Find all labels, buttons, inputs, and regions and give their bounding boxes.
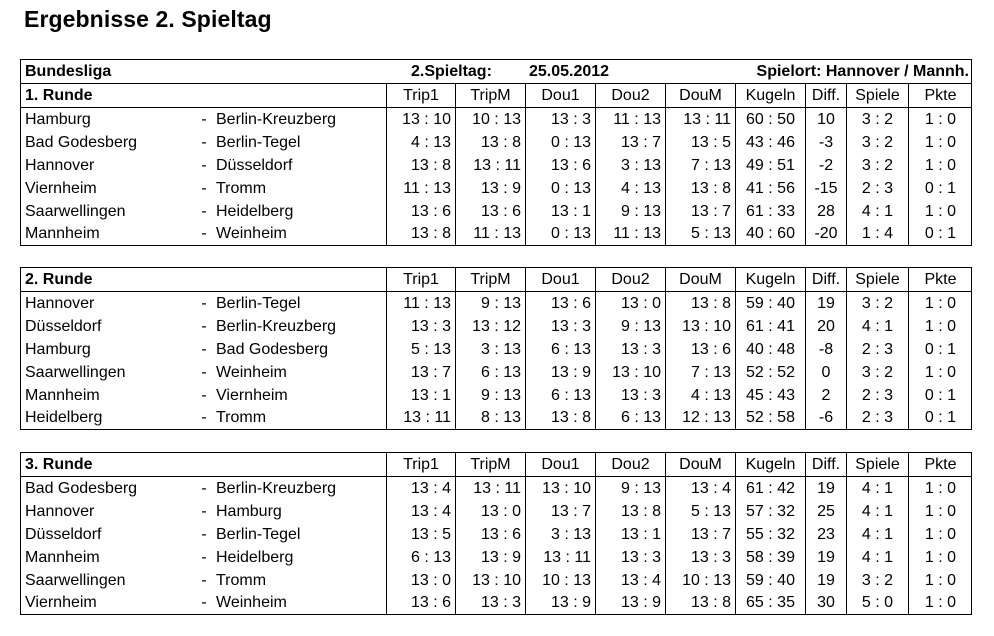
score-doum: 13 : 5	[665, 131, 735, 154]
column-header-dou2: Dou2	[595, 453, 665, 476]
match-row	[21, 108, 971, 131]
score-trip1: 6 : 13	[386, 546, 455, 569]
score-spiele: 3 : 2	[846, 131, 908, 154]
round-header-row	[21, 268, 971, 292]
score-diff: 23	[805, 523, 846, 546]
column-header-kugeln: Kugeln	[735, 453, 805, 476]
home-team: Hannover	[25, 295, 95, 312]
score-tripm: 13 : 8	[455, 131, 525, 154]
score-doum: 12 : 13	[665, 407, 735, 429]
score-doum: 13 : 7	[665, 200, 735, 223]
vs-dash: -	[201, 409, 207, 426]
away-team: Berlin-Tegel	[216, 526, 301, 543]
score-diff: 19	[805, 546, 846, 569]
score-trip1: 13 : 7	[386, 361, 455, 384]
away-team: Berlin-Tegel	[216, 295, 301, 312]
match-row	[21, 477, 971, 500]
vs-dash: -	[201, 594, 207, 611]
score-spiele: 4 : 1	[846, 546, 908, 569]
score-dou1: 13 : 1	[525, 200, 595, 223]
home-team: Düsseldorf	[25, 318, 102, 335]
round-2-table	[20, 267, 972, 430]
column-header-spiele: Spiele	[846, 268, 908, 291]
away-team: Tromm	[216, 409, 267, 426]
score-doum: 10 : 13	[665, 569, 735, 592]
score-pkte: 1 : 0	[908, 523, 972, 546]
score-spiele: 4 : 1	[846, 315, 908, 338]
score-dou1: 13 : 11	[525, 546, 595, 569]
score-dou2: 13 : 7	[595, 131, 665, 154]
score-diff: -2	[805, 154, 846, 177]
page-title: Ergebnisse 2. Spieltag	[24, 6, 272, 32]
score-kugeln: 45 : 43	[735, 384, 805, 407]
score-kugeln: 52 : 52	[735, 361, 805, 384]
home-team: Saarwellingen	[25, 203, 126, 220]
score-pkte: 0 : 1	[908, 223, 972, 245]
vs-dash: -	[201, 387, 207, 404]
score-dou2: 11 : 13	[595, 223, 665, 245]
matchday-label: 2.Spieltag:	[411, 63, 492, 80]
score-pkte: 1 : 0	[908, 292, 972, 315]
score-tripm: 13 : 3	[455, 592, 525, 614]
home-team: Hannover	[25, 503, 95, 520]
score-dou1: 6 : 13	[525, 384, 595, 407]
score-tripm: 8 : 13	[455, 407, 525, 429]
vs-dash: -	[201, 480, 207, 497]
score-diff: -6	[805, 407, 846, 429]
home-team: Saarwellingen	[25, 364, 126, 381]
column-header-kugeln: Kugeln	[735, 268, 805, 291]
score-trip1: 13 : 6	[386, 200, 455, 223]
match-row	[21, 592, 971, 614]
home-team: Mannheim	[25, 225, 100, 242]
score-dou1: 13 : 3	[525, 108, 595, 131]
score-dou2: 13 : 8	[595, 500, 665, 523]
score-dou1: 13 : 9	[525, 361, 595, 384]
away-team: Tromm	[216, 572, 267, 589]
score-dou1: 0 : 13	[525, 131, 595, 154]
score-tripm: 6 : 13	[455, 361, 525, 384]
column-header-dou1: Dou1	[525, 268, 595, 291]
score-spiele: 3 : 2	[846, 154, 908, 177]
match-row	[21, 131, 971, 154]
score-pkte: 1 : 0	[908, 569, 972, 592]
vs-dash: -	[201, 318, 207, 335]
score-dou2: 13 : 3	[595, 384, 665, 407]
vs-dash: -	[201, 225, 207, 242]
score-dou2: 13 : 1	[595, 523, 665, 546]
match-row	[21, 569, 971, 592]
vs-dash: -	[201, 364, 207, 381]
score-tripm: 13 : 12	[455, 315, 525, 338]
home-team: Mannheim	[25, 387, 100, 404]
score-trip1: 13 : 11	[386, 407, 455, 429]
score-spiele: 2 : 3	[846, 407, 908, 429]
score-diff: 30	[805, 592, 846, 614]
score-dou2: 9 : 13	[595, 200, 665, 223]
score-doum: 5 : 13	[665, 500, 735, 523]
match-row	[21, 338, 971, 361]
score-diff: 20	[805, 315, 846, 338]
match-row	[21, 315, 971, 338]
score-pkte: 1 : 0	[908, 592, 972, 614]
score-doum: 13 : 11	[665, 108, 735, 131]
score-doum: 13 : 4	[665, 477, 735, 500]
home-team: Mannheim	[25, 549, 100, 566]
round-3-table	[20, 452, 972, 615]
vs-dash: -	[201, 572, 207, 589]
score-spiele: 2 : 3	[846, 177, 908, 200]
score-dou1: 13 : 6	[525, 292, 595, 315]
home-team: Hannover	[25, 157, 95, 174]
score-dou2: 13 : 3	[595, 338, 665, 361]
score-tripm: 13 : 9	[455, 177, 525, 200]
score-trip1: 4 : 13	[386, 131, 455, 154]
score-kugeln: 55 : 32	[735, 523, 805, 546]
score-pkte: 1 : 0	[908, 200, 972, 223]
score-pkte: 1 : 0	[908, 477, 972, 500]
column-header-pkte: Pkte	[908, 84, 972, 107]
home-team: Saarwellingen	[25, 572, 126, 589]
score-trip1: 13 : 6	[386, 592, 455, 614]
column-header-dou2: Dou2	[595, 268, 665, 291]
score-tripm: 13 : 6	[455, 200, 525, 223]
score-pkte: 1 : 0	[908, 500, 972, 523]
column-header-trip1: Trip1	[386, 268, 455, 291]
score-pkte: 1 : 0	[908, 108, 972, 131]
score-pkte: 1 : 0	[908, 361, 972, 384]
score-trip1: 13 : 3	[386, 315, 455, 338]
score-trip1: 5 : 13	[386, 338, 455, 361]
away-team: Düsseldorf	[216, 157, 293, 174]
match-row	[21, 384, 971, 407]
score-doum: 13 : 10	[665, 315, 735, 338]
column-header-kugeln: Kugeln	[735, 84, 805, 107]
column-header-dou1: Dou1	[525, 453, 595, 476]
away-team: Bad Godesberg	[216, 341, 329, 358]
score-tripm: 9 : 13	[455, 292, 525, 315]
score-pkte: 1 : 0	[908, 315, 972, 338]
score-spiele: 3 : 2	[846, 569, 908, 592]
score-trip1: 13 : 8	[386, 223, 455, 245]
score-dou1: 13 : 10	[525, 477, 595, 500]
score-dou1: 3 : 13	[525, 523, 595, 546]
round-name: 3. Runde	[25, 456, 93, 473]
vs-dash: -	[201, 549, 207, 566]
vs-dash: -	[201, 134, 207, 151]
round-name: 1. Runde	[25, 87, 93, 104]
round-name: 2. Runde	[25, 271, 93, 288]
score-tripm: 13 : 0	[455, 500, 525, 523]
score-trip1: 13 : 8	[386, 154, 455, 177]
score-spiele: 3 : 2	[846, 292, 908, 315]
away-team: Heidelberg	[216, 203, 294, 220]
match-row	[21, 546, 971, 569]
score-dou2: 11 : 13	[595, 108, 665, 131]
column-header-dou1: Dou1	[525, 84, 595, 107]
score-doum: 13 : 7	[665, 523, 735, 546]
score-pkte: 0 : 1	[908, 384, 972, 407]
score-kugeln: 40 : 48	[735, 338, 805, 361]
column-header-doum: DouM	[665, 84, 735, 107]
venue-label: Spielort: Hannover / Mannh.	[756, 63, 969, 80]
score-kugeln: 58 : 39	[735, 546, 805, 569]
vs-dash: -	[201, 295, 207, 312]
score-pkte: 1 : 0	[908, 546, 972, 569]
score-diff: 19	[805, 569, 846, 592]
score-dou2: 9 : 13	[595, 315, 665, 338]
away-team: Weinheim	[216, 225, 287, 242]
score-dou1: 0 : 13	[525, 223, 595, 245]
score-trip1: 13 : 4	[386, 500, 455, 523]
score-tripm: 13 : 11	[455, 154, 525, 177]
away-team: Berlin-Kreuzberg	[216, 318, 337, 335]
column-header-trip1: Trip1	[386, 84, 455, 107]
score-trip1: 13 : 10	[386, 108, 455, 131]
score-spiele: 3 : 2	[846, 108, 908, 131]
score-kugeln: 61 : 42	[735, 477, 805, 500]
score-pkte: 0 : 1	[908, 177, 972, 200]
match-row	[21, 177, 971, 200]
vs-dash: -	[201, 341, 207, 358]
score-dou1: 6 : 13	[525, 338, 595, 361]
score-tripm: 13 : 6	[455, 523, 525, 546]
score-trip1: 13 : 1	[386, 384, 455, 407]
match-row	[21, 154, 971, 177]
score-doum: 13 : 3	[665, 546, 735, 569]
score-spiele: 2 : 3	[846, 384, 908, 407]
away-team: Hamburg	[216, 503, 282, 520]
score-doum: 5 : 13	[665, 223, 735, 245]
score-dou1: 13 : 9	[525, 592, 595, 614]
score-dou2: 13 : 4	[595, 569, 665, 592]
column-header-diff: Diff.	[805, 84, 846, 107]
score-tripm: 9 : 13	[455, 384, 525, 407]
vs-dash: -	[201, 111, 207, 128]
score-trip1: 13 : 4	[386, 477, 455, 500]
score-dou2: 3 : 13	[595, 154, 665, 177]
score-dou1: 13 : 8	[525, 407, 595, 429]
round-1-table	[20, 59, 972, 246]
home-team: Bad Godesberg	[25, 134, 138, 151]
home-team: Bad Godesberg	[25, 480, 138, 497]
match-row	[21, 500, 971, 523]
column-header-diff: Diff.	[805, 453, 846, 476]
score-kugeln: 41 : 56	[735, 177, 805, 200]
score-diff: 0	[805, 361, 846, 384]
column-header-tripm: TripM	[455, 84, 525, 107]
score-kugeln: 57 : 32	[735, 500, 805, 523]
score-spiele: 2 : 3	[846, 338, 908, 361]
home-team: Düsseldorf	[25, 526, 102, 543]
column-header-pkte: Pkte	[908, 453, 972, 476]
column-header-tripm: TripM	[455, 268, 525, 291]
score-kugeln: 65 : 35	[735, 592, 805, 614]
away-team: Viernheim	[216, 387, 288, 404]
score-dou2: 4 : 13	[595, 177, 665, 200]
league-name: Bundesliga	[25, 63, 112, 80]
score-trip1: 13 : 5	[386, 523, 455, 546]
score-kugeln: 60 : 50	[735, 108, 805, 131]
match-row	[21, 223, 971, 245]
away-team: Berlin-Kreuzberg	[216, 480, 337, 497]
column-header-pkte: Pkte	[908, 268, 972, 291]
score-diff: -3	[805, 131, 846, 154]
column-header-diff: Diff.	[805, 268, 846, 291]
vs-dash: -	[201, 157, 207, 174]
column-header-tripm: TripM	[455, 453, 525, 476]
score-dou2: 9 : 13	[595, 477, 665, 500]
score-doum: 13 : 8	[665, 177, 735, 200]
score-trip1: 11 : 13	[386, 177, 455, 200]
score-diff: -20	[805, 223, 846, 245]
score-doum: 13 : 8	[665, 292, 735, 315]
score-diff: -8	[805, 338, 846, 361]
home-team: Viernheim	[25, 594, 97, 611]
score-kugeln: 52 : 58	[735, 407, 805, 429]
column-header-doum: DouM	[665, 453, 735, 476]
match-row	[21, 407, 971, 429]
away-team: Berlin-Kreuzberg	[216, 111, 337, 128]
home-team: Viernheim	[25, 180, 97, 197]
column-header-doum: DouM	[665, 268, 735, 291]
score-pkte: 0 : 1	[908, 407, 972, 429]
score-tripm: 11 : 13	[455, 223, 525, 245]
round-header-row	[21, 84, 971, 108]
score-diff: 28	[805, 200, 846, 223]
score-tripm: 13 : 11	[455, 477, 525, 500]
home-team: Heidelberg	[25, 409, 103, 426]
score-kugeln: 40 : 60	[735, 223, 805, 245]
score-trip1: 13 : 0	[386, 569, 455, 592]
score-dou1: 0 : 13	[525, 177, 595, 200]
score-diff: -15	[805, 177, 846, 200]
score-diff: 10	[805, 108, 846, 131]
score-pkte: 1 : 0	[908, 131, 972, 154]
score-spiele: 4 : 1	[846, 500, 908, 523]
away-team: Weinheim	[216, 364, 287, 381]
score-dou2: 13 : 3	[595, 546, 665, 569]
vs-dash: -	[201, 180, 207, 197]
score-tripm: 13 : 9	[455, 546, 525, 569]
away-team: Berlin-Tegel	[216, 134, 301, 151]
column-header-dou2: Dou2	[595, 84, 665, 107]
score-kugeln: 49 : 51	[735, 154, 805, 177]
match-date: 25.05.2012	[529, 63, 610, 80]
score-kugeln: 61 : 33	[735, 200, 805, 223]
home-team: Hamburg	[25, 111, 91, 128]
away-team: Heidelberg	[216, 549, 294, 566]
score-doum: 4 : 13	[665, 384, 735, 407]
vs-dash: -	[201, 203, 207, 220]
score-pkte: 1 : 0	[908, 154, 972, 177]
score-dou2: 13 : 10	[595, 361, 665, 384]
column-header-spiele: Spiele	[846, 84, 908, 107]
score-doum: 7 : 13	[665, 361, 735, 384]
league-info-row	[21, 60, 971, 84]
score-dou2: 6 : 13	[595, 407, 665, 429]
match-row	[21, 361, 971, 384]
round-header-row	[21, 453, 971, 477]
score-kugeln: 61 : 41	[735, 315, 805, 338]
score-diff: 19	[805, 477, 846, 500]
score-doum: 13 : 6	[665, 338, 735, 361]
score-tripm: 13 : 10	[455, 569, 525, 592]
score-spiele: 3 : 2	[846, 361, 908, 384]
column-header-spiele: Spiele	[846, 453, 908, 476]
score-dou1: 13 : 3	[525, 315, 595, 338]
score-kugeln: 59 : 40	[735, 569, 805, 592]
away-team: Tromm	[216, 180, 267, 197]
score-dou2: 13 : 0	[595, 292, 665, 315]
score-tripm: 10 : 13	[455, 108, 525, 131]
score-spiele: 4 : 1	[846, 200, 908, 223]
column-header-trip1: Trip1	[386, 453, 455, 476]
score-tripm: 3 : 13	[455, 338, 525, 361]
score-dou1: 10 : 13	[525, 569, 595, 592]
score-kugeln: 43 : 46	[735, 131, 805, 154]
vs-dash: -	[201, 503, 207, 520]
score-doum: 13 : 8	[665, 592, 735, 614]
score-spiele: 1 : 4	[846, 223, 908, 245]
match-row	[21, 200, 971, 223]
score-pkte: 0 : 1	[908, 338, 972, 361]
match-row	[21, 292, 971, 315]
home-team: Hamburg	[25, 341, 91, 358]
vs-dash: -	[201, 526, 207, 543]
match-row	[21, 523, 971, 546]
score-dou2: 13 : 9	[595, 592, 665, 614]
score-trip1: 11 : 13	[386, 292, 455, 315]
score-diff: 19	[805, 292, 846, 315]
score-spiele: 4 : 1	[846, 477, 908, 500]
score-spiele: 4 : 1	[846, 523, 908, 546]
score-dou1: 13 : 6	[525, 154, 595, 177]
score-kugeln: 59 : 40	[735, 292, 805, 315]
score-doum: 7 : 13	[665, 154, 735, 177]
score-diff: 25	[805, 500, 846, 523]
score-dou1: 13 : 7	[525, 500, 595, 523]
score-diff: 2	[805, 384, 846, 407]
away-team: Weinheim	[216, 594, 287, 611]
score-spiele: 5 : 0	[846, 592, 908, 614]
